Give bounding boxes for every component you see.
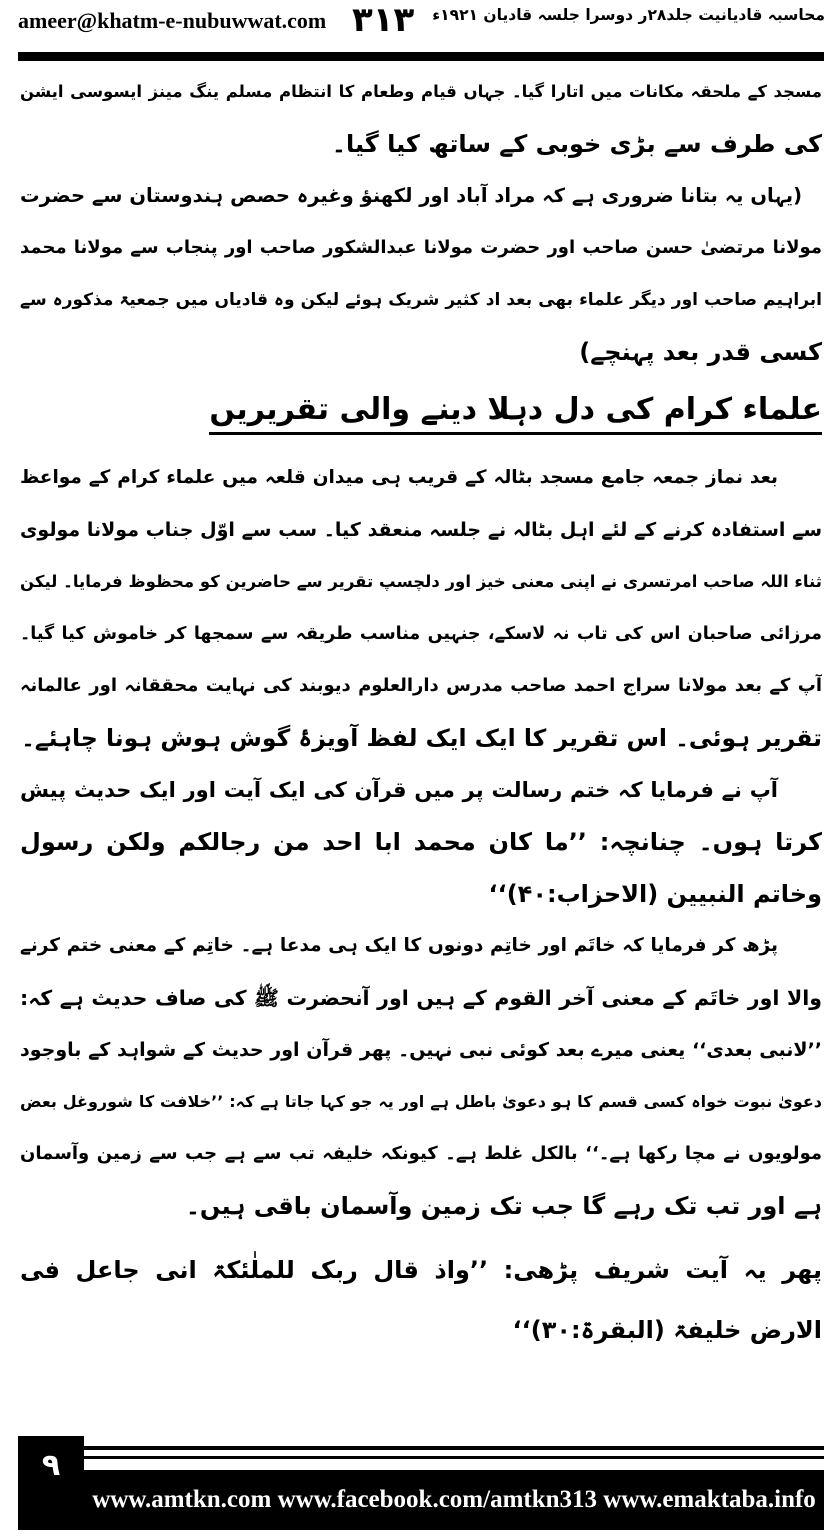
text-line: الارض خلیفۃ (البقرۃ:۳۰)‘‘	[512, 1316, 822, 1344]
text-line: مرزائی صاحبان اس کی تاب نہ لاسکے، جنہیں مناسب طریقہ سے سمجھا کر خاموش کیا گیا۔	[20, 624, 822, 644]
text-line: وخاتم النبیین (الاحزاب:۴۰)‘‘	[488, 880, 822, 908]
text-line: دعویٰ نبوت خواہ کسی قسم کا ہو دعویٰ باطل ہے اور یہ جو کہا جاتا ہے کہ: ’’خلافت کا شوروغل بعض	[20, 1092, 822, 1111]
text-line: پھر یہ آیت شریف پڑھی: ’’واذ قال ربک للملٰئکۃ انی جاعل فی	[20, 1256, 822, 1284]
header-page-number: ۳۱۳	[352, 0, 415, 40]
header-email: ameer@khatm-e-nubuwwat.com	[18, 8, 327, 33]
footer-rule	[84, 1446, 824, 1450]
text-line: ثناء اللہ صاحب امرتسری نے اپنی معنی خیز اور دلچسپ تقریر سے حاضرین کو محظوظ فرمایا۔ لیکن	[20, 572, 822, 591]
footer-rule	[84, 1456, 824, 1459]
header-divider	[18, 52, 824, 61]
footer-page-number: ۹	[18, 1436, 84, 1530]
text-line: پڑھ کر فرمایا کہ خاتَم اور خاتِم دونوں کا ایک ہی مدعا ہے۔ خاتِم کے معنی ختم کرنے	[20, 935, 778, 956]
footer-links[interactable]: www.amtkn.com www.facebook.com/amtkn313 www.emaktaba.info	[84, 1470, 824, 1530]
text-line: بعد نماز جمعہ جامع مسجد بٹالہ کے قریب ہی میدان قلعہ میں علماء کرام کے مواعظ	[20, 467, 778, 488]
text-line: آپ کے بعد مولانا سراج احمد صاحب مدرس دارالعلوم دیوبند کی نہایت محققانہ اور عالمانہ	[20, 675, 822, 696]
header-book-title: محاسبہ قادیانیت جلد۲۸ر دوسرا جلسہ قادیان ۱۹۲۱ء	[432, 6, 825, 24]
text-line: ہے اور تب تک رہے گا جب تک زمین وآسمان باقی ہیں۔	[185, 1192, 822, 1220]
text-line: مسجد کے ملحقہ مکانات میں اتارا گیا۔ جہاں قیام وطعام کا انتظام مسلم ینگ مینز ایسوسی ایشن	[20, 82, 822, 101]
text-line: مولویوں نے مچا رکھا ہے۔‘‘ بالکل غلط ہے۔ کیونکہ خلیفہ تب سے ہے جب سے زمین وآسمان	[20, 1143, 822, 1164]
text-line: آپ نے فرمایا کہ ختم رسالت پر میں قرآن کی ایک آیت اور ایک حدیث پیش	[20, 778, 778, 802]
text-line: کی طرف سے بڑی خوبی کے ساتھ کیا گیا۔	[331, 130, 822, 158]
text-line: مولانا مرتضیٰ حسن صاحب اور حضرت مولانا عبدالشکور صاحب اور پنجاب سے مولانا محمد	[20, 237, 822, 258]
text-line: ابراہیم صاحب اور دیگر علماء بھی بعد اد کثیر شریک ہوئے لیکن وہ قادیاں میں جمعیۃ مذکورہ سے	[20, 290, 822, 310]
section-heading: علماء کرام کی دل دہلا دینے والی تقریریں	[209, 388, 822, 435]
text-line: والا اور خاتَم کے معنی آخر القوم کے ہیں اور آنحضرت ﷺ کی صاف حدیث ہے کہ:	[20, 986, 822, 1010]
text-line: تقریر ہوئی۔ اس تقریر کا ایک ایک لفظ آویزۂ گوش ہوش ہونا چاہئے۔	[21, 724, 822, 752]
text-line: کرتا ہوں۔ چنانچہ: ’’ما کان محمد ابا احد من رجالکم ولکن رسول	[20, 828, 822, 856]
text-line: ’’لانبی بعدی‘‘ یعنی میرے بعد کوئی نبی نہیں۔ پھر قرآن اور حدیث کے شواہد کے باوجود	[20, 1039, 822, 1061]
text-line: کسی قدر بعد پہنچے)	[579, 338, 822, 366]
text-line: سے استفادہ کرنے کے لئے اہل بٹالہ نے جلسہ منعقد کیا۔ سب سے اوّل جناب مولانا مولوی	[20, 519, 822, 541]
text-line: (یہاں یہ بتانا ضروری ہے کہ مراد آباد اور لکھنؤ وغیرہ حصص ہندوستان سے حضرت	[20, 184, 802, 207]
